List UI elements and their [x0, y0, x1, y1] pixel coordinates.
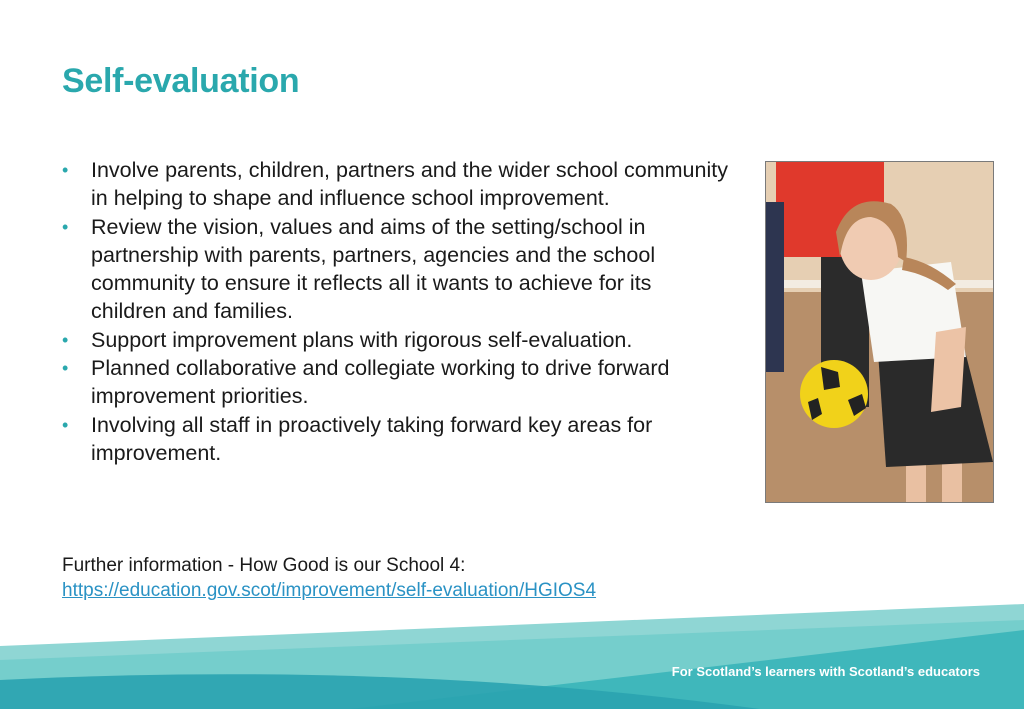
further-info-label: Further information - How Good is our School 4: — [62, 555, 466, 576]
footer-wave-banner — [0, 600, 1024, 709]
bullet-item — [62, 326, 732, 354]
bullet-text: Support improvement plans with rigorous self-evaluation. — [91, 327, 633, 352]
bullet-text: Involve parents, children, partners and the wider school community in helping to shape and influence school improvement. — [91, 158, 728, 211]
photo-illustration — [766, 162, 993, 502]
bullet-icon: • — [62, 160, 69, 180]
bullet-item — [62, 411, 732, 468]
bullet-icon: • — [62, 216, 69, 237]
bullet-icon: • — [62, 414, 69, 435]
bullet-list — [62, 156, 732, 467]
bullet-icon: • — [62, 358, 69, 379]
further-information — [62, 553, 596, 603]
footer-tagline: For Scotland’s learners with Scotland’s educators — [671, 664, 980, 679]
bullet-text: Review the vision, values and aims of the setting/school in partnership with parents, partners, agencies and the school community to ensure it reflects all it wants to achieve for its children and families. — [91, 214, 656, 324]
bullet-item — [62, 156, 732, 213]
bullet-text: Involving all staff in proactively taking forward key areas for improvement. — [91, 412, 653, 465]
slide-title: Self-evaluation — [62, 62, 300, 100]
bullet-item — [62, 213, 732, 326]
photo-girl-with-ball — [765, 161, 994, 503]
bullet-icon: • — [62, 329, 69, 350]
bullet-text: Planned collaborative and collegiate working to drive forward improvement priorities. — [91, 356, 670, 409]
bullet-item — [62, 354, 732, 411]
hgios4-link[interactable]: https://education.gov.scot/improvement/self-evaluation/HGIOS4 — [62, 580, 597, 601]
